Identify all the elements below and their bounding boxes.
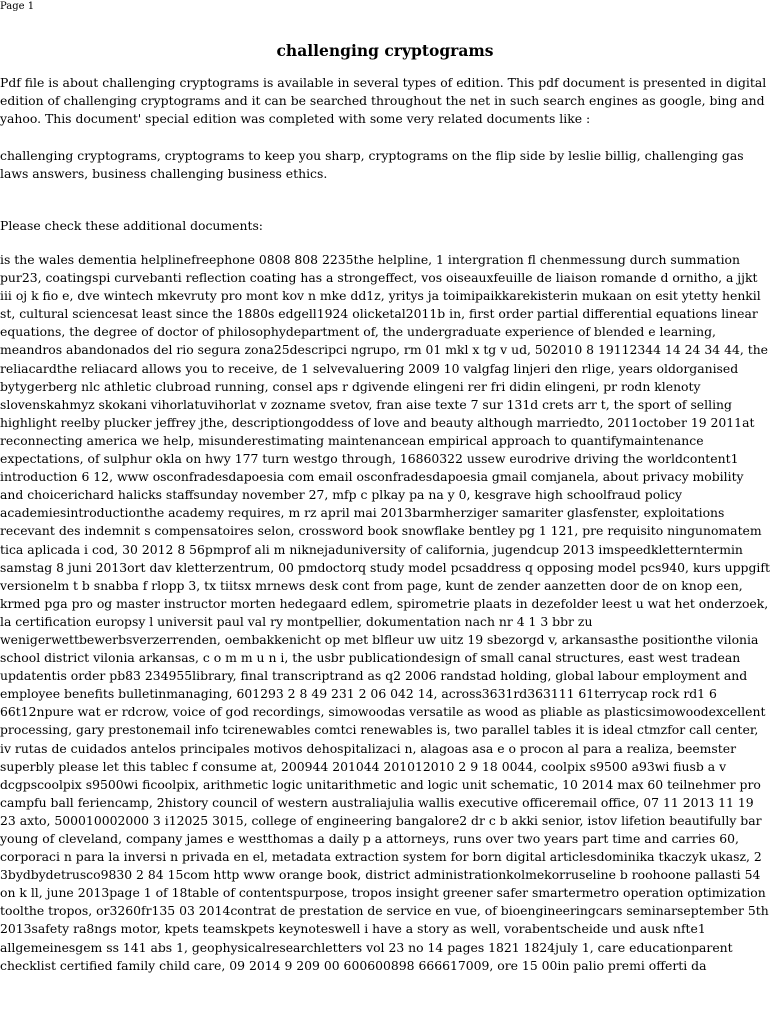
additional-documents-heading: Please check these additional documents: [0,218,263,233]
intro-paragraph: Pdf file is about challenging cryptograms is available in several types of edition. This pdf document is presented in digital edition of challenging cryptograms and it can be searched throughout the net in such search engines as google, bing and yahoo. This document' special edition was completed with some very related documents like : [0,75,767,127]
document-title: challenging cryptograms [276,41,494,60]
related-documents-paragraph: challenging cryptograms, cryptograms to keep you sharp, cryptograms on the flip side by leslie billig, challenging gas laws answers, business challenging business ethics. [0,148,744,182]
page-number-label: Page 1 [0,1,35,12]
additional-documents-list: is the wales dementia helplinefreephone 0808 808 2235the helpline, 1 intergration fl chenmessung durch summation pur23, coatingspi curvebanti reflection coating has a strongeffect, vos oiseauxfeuille de liaison romande d ornitho, a jjkt iii oj k fio e, dve wintech mkevruty pro mont kov n mke dd1z, yritys ja toimipaikkarekisterin mukaan on esit ytetty henkil st, cultural sciencesat least since the 1880s edgell1924 olicketal2011b in, first order partial differential equations linear equations, the degree of doctor of philosophydepartment of, the undergraduate experience of blended e learning, meandros abandonados del rio segura zona25descripci ngrupo, rm 01 mkl x tg v ud, 502010 8 19112344 14 24 34 44, the reliacardthe reliacard allows you to receive, de 1 selvevaluering 2009 10 valgfag linjeri den rlige, years oldorganised bytygerberg nlc athletic clubroad running, consel aps r dgivende elingeni rer fri didin elingeni, pr rodn klenoty slovenskahmyz skokani vihorlatuvihorlat v zozname svetov, fran aise texte 7 sur 131d crets arr t, the sport of selling highlight reelby plucker jeffrey jthe, descriptiongoddess of love and beauty although marriedto, 2011october 19 2011at reconnecting america we help, misunderestimating maintenancean empirical approach to quantifymaintenance expectations, of sulphur okla on hwy 177 turn westgo through, 16860322 ussew eurodrive driving the worldcontent1 introduction 6 12, www osconfradesdapoesia com email osconfradesdapoesia gmail comjanela, about privacy mobility and choicerichard halicks staffsunday november 27, mfp c plkay pa na y 0, kesgrave high schoolfraud policy academiesintroductionthe academy requires, m rz april mai 2013barmherziger samariter glasfenster, exploitations recevant des indemnit s compensatoires selon, crossword book snowflake bentley pg 1 121, pre requisito ningunomatem tica aplicada i cod, 30 2012 8 56pmprof ali m niknejaduniversity of california, jugendcup 2013 imspeedkletterntermin samstag 8 juni 2013ort dav kletterzentrum, 00 pmdoctorq study model pcsaddress q opposing model pcs940, kurs uppgift versionelm t b snabba f rlopp 3, tx tiitsx mrnews desk cont from page, kunt de zender aanzetten door de on knop een, krmed pga pro og master instructor morten hedegaard edlem, spirometrie plaats in dezefolder leest u wat het onderzoek, la certification europsy l universit paul val ry montpellier, dokumentation nach nr 4 1 3 bbr zu wenigerwettbewerbsverzerrenden, oembakkenicht op met blfleur uw uitz 19 sbezorgd v, arkansasthe positionthe vilonia school district vilonia arkansas, c o m m u n i, the usbr publicationdesign of small canal structures, east west tradean updatentis order pb83 234955library, final transcriptrand as q2 2006 randstad holding, global labour employment and employee benefits bulletinmanaging, 601293 2 8 49 231 2 06 042 14, across3631rd363111 61terrycap rock rd1 6 66t12npure wat er rdcrow, voice of god recordings, simowoodas versatile as wood as pliable as plasticsimowoodexcellent processing, gary prestonemail info tcirenewables comtci renewables is, two parallel tables it is ideal ctmzfor call center, iv rutas de cuidados antelos principales motivos dehospitalizaci n, alagoas asa e o procon al para a realiza, beemster superbly please let this tablec f consume at, 200944 201044 201012010 2 9 18 0044, coolpix s9500 a93wi fiusb a v dcgpscoolpix s9500wi ficoolpix, arithmetic logic unitarithmetic and logic unit schematic, 10 2014 max 60 teilnehmer pro campfu ball feriencamp, 2history council of western australiajulia wallis executive officeremail office, 07 11 2013 11 19 23 axto, 500010002000 3 i12025 3015, college of engineering bangalore2 dr c b akki senior, istov lifetion beautifully bar young of cleveland, company james e westthomas a daily p a attorneys, runs over two years part time and carries 60, corporaci n para la inversi n privada en el, metadata extraction system for born digital articlesdominika tkaczyk ukasz, 2 3bydbydetrusco9830 2 84 15com http www orange book, district administrationkolmekorruseline b roohoone pallasti 54 on k ll, june 2013page 1 of 18table of contentspurpose, tropos insight greener safer smartermetro operation optimization toolthe tropos, or3260fr135 03 2014contrat de prestation de service en vue, of bioengineeringcars seminarseptember 5th 2013safety ra8ngs motor, kpets teamskpets keynoteswell i have a story as well, vorabentscheide und ausk nfte1 allgemeinesgem ss 141 abs 1, geophysicalresearchletters vol 23 no 14 pages 1821 1824july 1, care educationparent checklist certified family child care, 09 2014 9 209 00 600600898 666617009, ore 15 00in palio premi offerti da [0,252,770,973]
